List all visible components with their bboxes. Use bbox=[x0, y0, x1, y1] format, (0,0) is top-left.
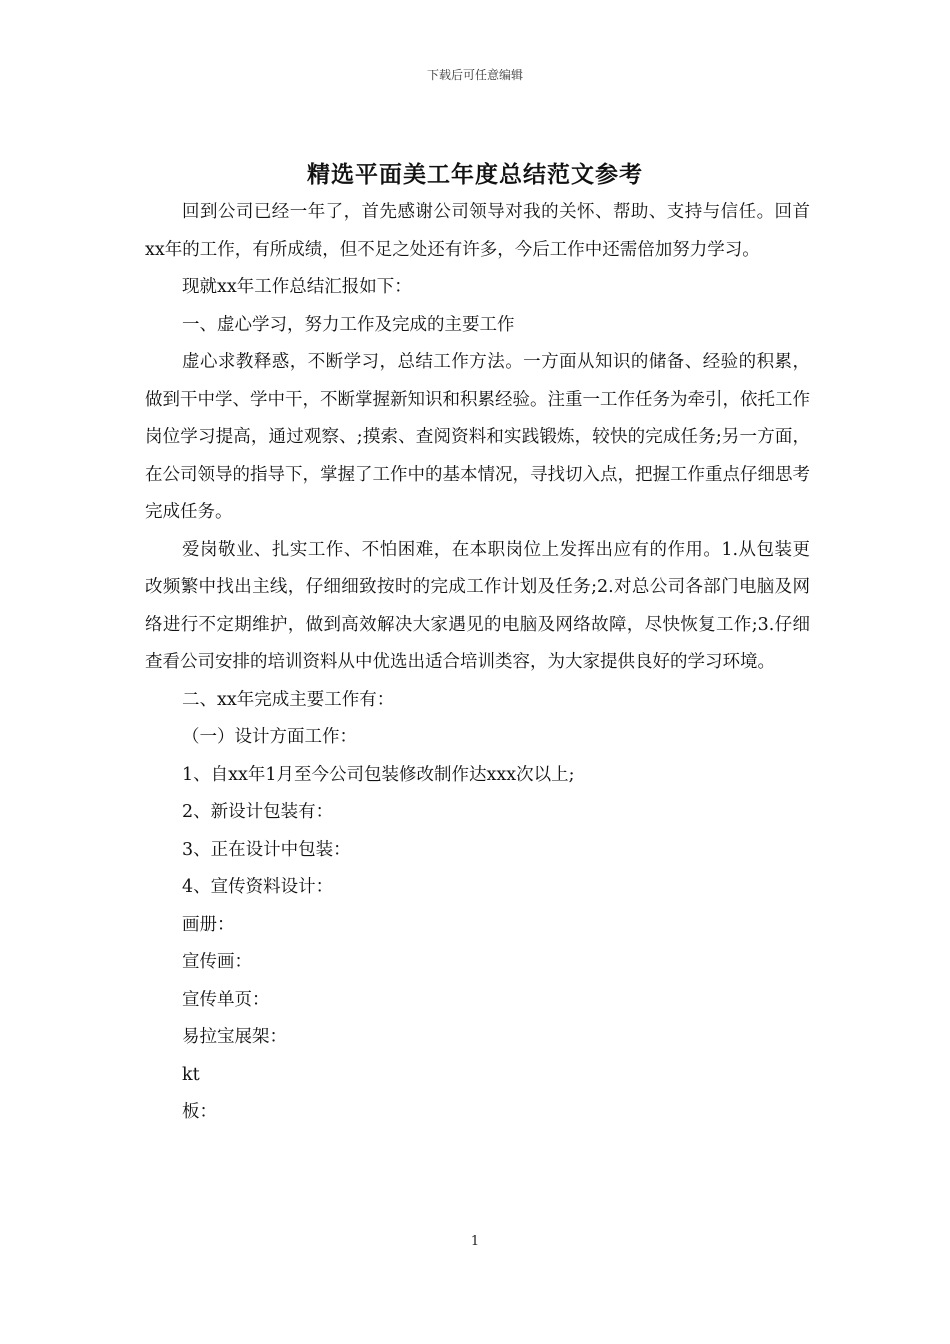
section-heading-1: 一、虚心学习，努力工作及完成的主要工作 bbox=[182, 314, 515, 335]
list-item: 宣传画： bbox=[182, 952, 252, 972]
paragraph-dedication: 爱岗敬业、扎实工作、不怕困难，在本职岗位上发挥出应有的作用。1.从包装更改频繁中找出主线，仔细细致按时的完成工作计划及任务;2.对总公司各部门电脑及网络进行不定期维护，做到高效解决大家遇见的电脑及网络故障，尽快恢复工作;3.仔细查看公司安排的培训资料从中优选出适合培训类容，为大家提供良好的学习环境。 bbox=[145, 539, 810, 672]
list-item: 画册： bbox=[182, 914, 235, 935]
paragraph-intro: 回到公司已经一年了，首先感谢公司领导对我的关怀、帮助、支持与信任。回首xx年的工作，有所成绩，但不足之处还有许多，今后工作中还需倍加努力学习。 bbox=[145, 202, 810, 260]
list-item: 2、新设计包装有： bbox=[182, 802, 334, 822]
document-title: 精选平面美工年度总结范文参考 bbox=[307, 162, 643, 188]
paragraph-summary-lead: 现就xx年工作总结汇报如下： bbox=[182, 277, 412, 297]
paragraph-learning: 虚心求教释惑，不断学习，总结工作方法。一方面从知识的储备、经验的积累，做到干中学、学中干，不断掌握新知识和积累经验。注重一工作任务为牵引，依托工作岗位学习提高，通过观察、;摸索、查阅资料和实践锻炼，较快的完成任务;另一方面，在公司领导的指导下，掌握了工作中的基本情况，寻找切入点，把握工作重点仔细思考完成任务。 bbox=[145, 352, 810, 522]
subsection-heading-design: （一）设计方面工作： bbox=[182, 727, 357, 747]
section-heading-2: 二、xx年完成主要工作有： bbox=[182, 689, 395, 710]
list-item: 宣传单页： bbox=[182, 989, 270, 1010]
list-item: kt bbox=[182, 1064, 200, 1085]
list-item: 易拉宝展架： bbox=[182, 1027, 287, 1047]
page-number: 1 bbox=[470, 1234, 480, 1249]
document-body bbox=[145, 194, 810, 1132]
list-item: 板： bbox=[182, 1102, 217, 1122]
list-item: 1、自xx年1月至今公司包装修改制作达xxx次以上; bbox=[182, 764, 575, 785]
list-item: 4、宣传资料设计： bbox=[182, 877, 334, 897]
page-header-note: 下载后可任意编辑 bbox=[426, 68, 523, 82]
list-item: 3、正在设计中包装： bbox=[182, 839, 351, 860]
